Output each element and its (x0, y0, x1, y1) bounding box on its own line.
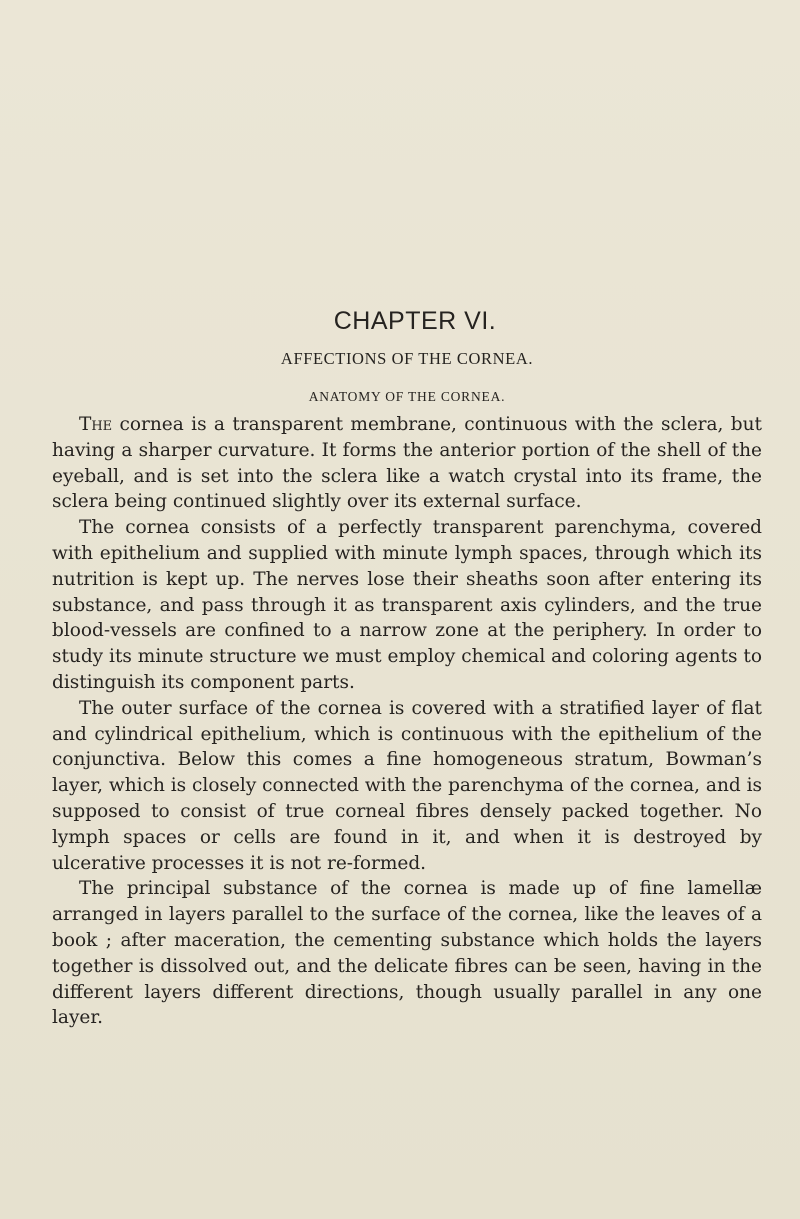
subsection-heading: ANATOMY OF THE CORNEA. (308, 389, 506, 404)
paragraph-4 (52, 876, 762, 1031)
paragraph-2 (52, 515, 762, 696)
paragraph-text: The outer surface of the cornea is covered with a stratified layer of flat and cylindrical epithelium, which is continuous with the epithelium of the conjunctiva. Below this comes a fine homogeneous stratum, Bowman’s layer, which is closely connected with the parenchyma of the cornea, and is supposed to consist of true corneal fibres densely packed together. No lymph spaces or cells are found in it, and when it is destroyed by ulcerative processes it is not re-formed. (52, 697, 762, 874)
chapter-heading: CHAPTER VI. (333, 307, 497, 335)
paragraph-3 (52, 696, 762, 877)
paragraph-text: The principal substance of the cornea is made up of fine lamellæ arranged in layers parallel to the surface of the cornea, like the leaves of a book ; after maceration, the cementing substance which holds the layers together is dissolved out, and the delicate fibres can be seen, having in the different layers different directions, though usually parallel in any one layer. (52, 878, 762, 1029)
paragraph-text: The cornea consists of a perfectly transparent parenchyma, covered with epithelium and supplied with minute lymph spaces, through which its nutrition is kept up. The nerves lose their sheaths soon after entering its substance, and pass through it as transparent axis cylinders, and the true blood-vessels are confined to a narrow zone at the periphery. In order to study its minute structure we must employ chemical and coloring agents to distinguish its component parts. (52, 517, 762, 693)
paragraph-1 (52, 412, 762, 515)
paragraph-text: cornea is a transparent membrane, continuous with the sclera, but having a sharper curvature. It forms the anterior portion of the shell of the eyeball, and is set into the sclera like a watch crystal into its frame, the sclera being continued slightly over its external surface. (52, 414, 762, 513)
paragraph-lead: The (79, 414, 113, 435)
page-content (52, 306, 762, 1031)
section-heading: AFFECTIONS OF THE CORNEA. (280, 349, 534, 368)
